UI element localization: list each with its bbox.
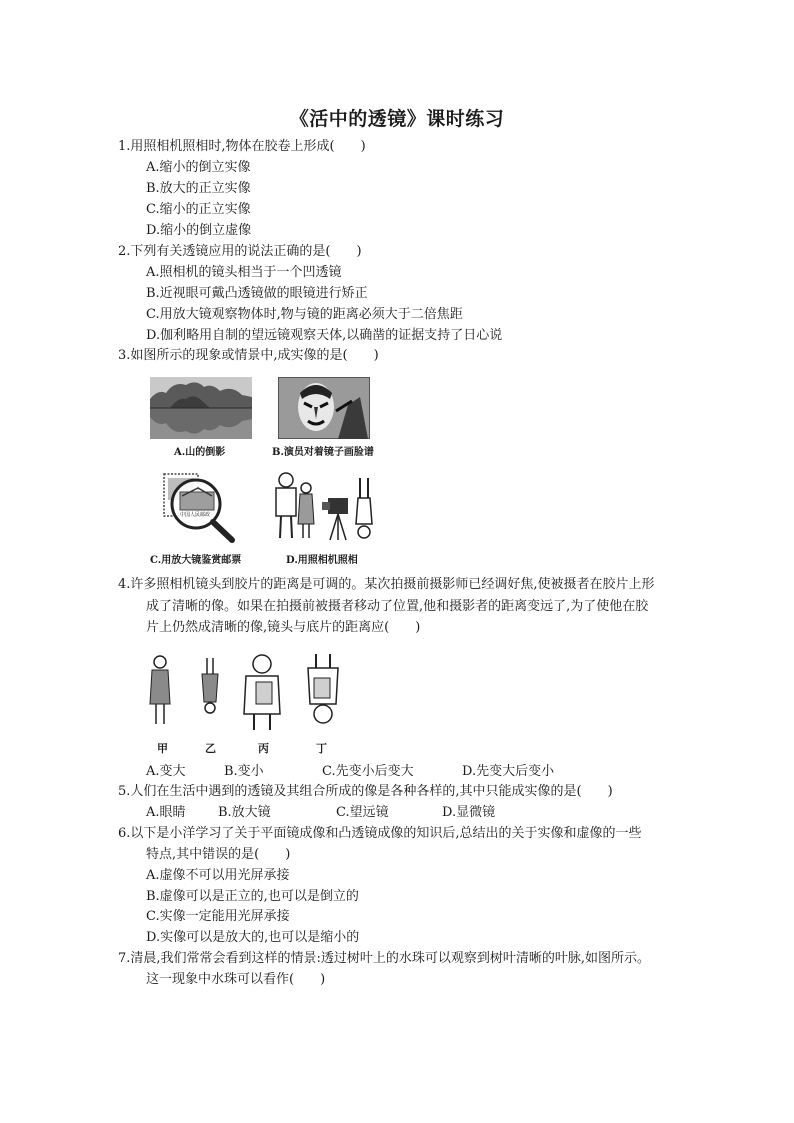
question-2-option-d: D.伽利略用自制的望远镜观察天体,以确凿的证据支持了日心说 — [146, 328, 503, 343]
question-4-line-1: 4.许多照相机镜头到胶片的距离是可调的。某次拍摄前摄影师已经调好焦,使被摄者在胶片上形 — [118, 577, 655, 592]
question-6-option-a: A.虚像不可以用光屏承接 — [146, 868, 290, 883]
question-5-option-d: D.显微镜 — [442, 805, 496, 820]
figure-label-ding: 丁 — [316, 742, 327, 755]
question-1-option-a: A.缩小的倒立实像 — [146, 160, 251, 175]
caption-d: D.用照相机照相 — [286, 555, 358, 566]
question-6-line-2: 特点,其中错误的是( ) — [146, 847, 291, 862]
stamp-text: 中国人民邮政 — [180, 512, 211, 518]
question-2-stem: 2.下列有关透镜应用的说法正确的是( ) — [118, 244, 362, 259]
question-2-option-b: B.近视眼可戴凸透镜做的眼镜进行矫正 — [146, 286, 368, 301]
caption-c: C.用放大镜鉴赏邮票 — [150, 555, 242, 566]
figure-label-jia: 甲 — [157, 742, 168, 755]
question-4-line-2: 成了清晰的像。如果在拍摄前被摄者移动了位置,他和摄影者的距离变远了,为了使他在胶 — [146, 599, 649, 614]
question-6-line-1: 6.以下是小洋学习了关于平面镜成像和凸透镜成像的知识后,总结出的关于实像和虚像的一些 — [118, 826, 642, 841]
question-7-line-1: 7.清晨,我们常常会看到这样的情景:透过树叶上的水珠可以观察到树叶清晰的叶脉,如图所示。 — [118, 951, 651, 966]
figure-row-image — [146, 652, 346, 734]
question-4-option-d: D.先变大后变小 — [462, 764, 555, 779]
question-4-option-c: C.先变小后变大 — [322, 764, 414, 779]
camera-photo-image — [268, 468, 378, 546]
caption-b: B.演员对着镜子画脸谱 — [272, 447, 374, 458]
question-1-option-b: B.放大的正立实像 — [146, 181, 251, 196]
question-5-option-c: C.望远镜 — [336, 805, 389, 820]
question-2-option-c: C.用放大镜观察物体时,物与镜的距离必须大于二倍焦距 — [146, 307, 463, 322]
figure-label-bing: 丙 — [258, 742, 269, 755]
page-title: 《活中的透镜》课时练习 — [289, 108, 505, 130]
question-4-options — [146, 762, 746, 782]
question-1-option-c: C.缩小的正立实像 — [146, 202, 251, 217]
question-4-line-3: 片上仍然成清晰的像,镜头与底片的距离应( ) — [146, 620, 421, 635]
question-1-option-d: D.缩小的倒立虚像 — [146, 223, 252, 238]
question-6-option-c: C.实像一定能用光屏承接 — [146, 909, 290, 924]
actor-mirror-image — [278, 377, 370, 439]
caption-a: A.山的倒影 — [174, 447, 226, 458]
question-4-option-a: A.变大 — [146, 764, 186, 779]
question-2-option-a: A.照相机的镜头相当于一个凹透镜 — [146, 265, 342, 280]
figure-label-yi: 乙 — [205, 742, 216, 755]
magnifier-stamp-image — [158, 468, 238, 546]
question-5-option-a: A.眼睛 — [146, 805, 186, 820]
question-6-option-b: B.虚像可以是正立的,也可以是倒立的 — [146, 889, 359, 904]
question-4-option-b: B.变小 — [224, 764, 264, 779]
question-5-options — [146, 803, 746, 823]
question-5-stem: 5.人们在生活中遇到的透镜及其组合所成的像是各种各样的,其中只能成实像的是( ) — [118, 784, 613, 799]
question-6-option-d: D.实像可以是放大的,也可以是缩小的 — [146, 930, 360, 945]
question-5-option-b: B.放大镜 — [218, 805, 271, 820]
question-7-line-2: 这一现象中水珠可以看作( ) — [146, 972, 326, 987]
mountain-reflection-image — [150, 377, 252, 439]
question-1-stem: 1.用照相机照相时,物体在胶卷上形成( ) — [118, 139, 366, 154]
question-3-stem: 3.如图所示的现象或情景中,成实像的是( ) — [118, 348, 379, 363]
